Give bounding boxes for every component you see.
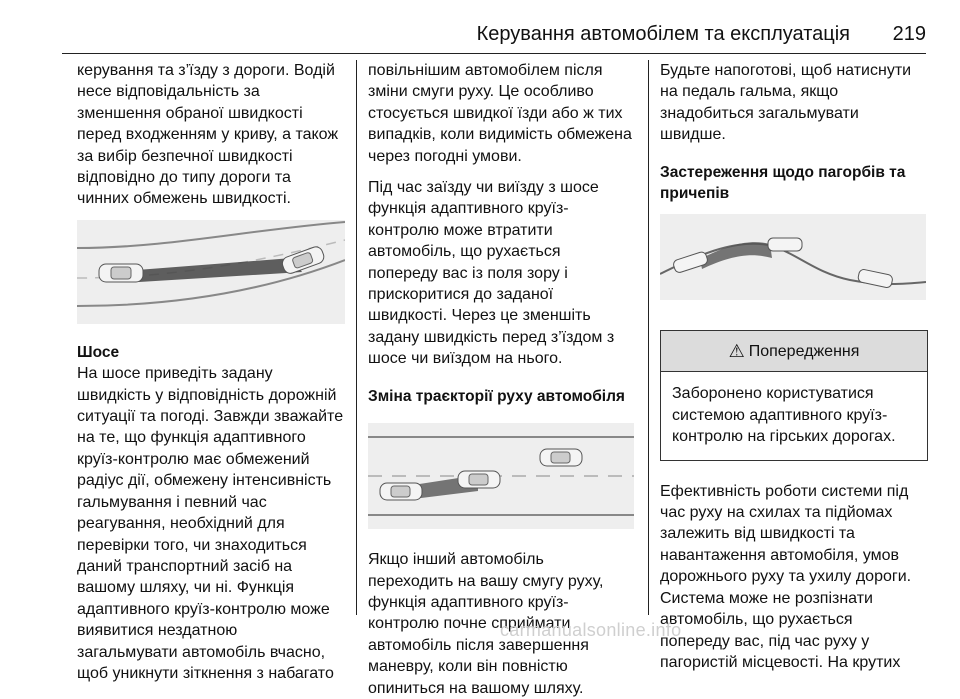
column-3: [660, 60, 928, 673]
page-number: 219: [892, 23, 926, 45]
text-line: стосується швидкої їзди або ж тих: [368, 104, 623, 122]
car-icon: [380, 483, 422, 500]
text-line: даний транспортний засіб на: [77, 557, 293, 575]
text-line: час руху на схилах та підйомах: [660, 504, 893, 522]
col1-paragraph-b: [77, 363, 345, 684]
text-line: знадобиться загальмувати: [660, 104, 859, 122]
text-line: попереду вас із поля зору і: [368, 264, 568, 282]
page-header: [62, 8, 926, 54]
text-line: зменшення обраної швидкості: [77, 104, 303, 122]
text-line: через погодні умови.: [368, 147, 522, 165]
text-line: перевірки того, чи знаходиться: [77, 536, 307, 554]
text-line: перед входженням у криву, а також: [77, 126, 339, 144]
text-line: на те, що функція адаптивного: [77, 429, 306, 447]
text-line: на педаль гальма, якщо: [660, 83, 839, 101]
text-line: системою адаптивного круїз-: [672, 406, 888, 424]
text-line: Система може не розпізнати: [660, 589, 873, 607]
warning-title: Попередження: [748, 342, 860, 360]
section-heading: причепів: [660, 185, 730, 203]
text-line: відповідно до типу дороги та: [77, 169, 291, 187]
text-line: пагористій місцевості. На крутих: [660, 653, 901, 671]
warning-header: [661, 331, 927, 372]
text-line: гальмування і певний час: [77, 493, 267, 511]
column-2: [368, 60, 636, 699]
warning-box: [660, 330, 928, 460]
text-line: залежить від швидкості та: [660, 525, 855, 543]
text-line: загальмувати автомобіль вчасно,: [77, 643, 326, 661]
text-line: радіус дії, обмежену інтенсивність: [77, 472, 332, 490]
text-line: чинних обмежень швидкості.: [77, 190, 291, 208]
text-line: На шосе приведіть задану: [77, 365, 273, 383]
text-line: попереду вас, під час руху у: [660, 632, 870, 650]
header-rule: [62, 53, 926, 54]
col2-paragraph-a: [368, 60, 636, 167]
text-line: швидкості. Через це зменшіть: [368, 307, 591, 325]
car-icon: [768, 238, 802, 251]
text-line: Ефективність роботи системи під: [660, 482, 909, 500]
text-line: швидше.: [660, 126, 726, 144]
text-line: випадків, коли видимість обмежена: [368, 126, 632, 144]
col3-paragraph-b: [660, 481, 928, 674]
text-line: маневру, коли він повністю: [368, 658, 568, 676]
text-line: задану швидкість перед з’їздом з: [368, 328, 615, 346]
column-divider: [648, 60, 649, 615]
col2-paragraph-b: [368, 177, 636, 370]
text-line: Якщо інший автомобіль: [368, 551, 544, 569]
text-line: прискоритися до заданої: [368, 286, 554, 304]
text-line: функція адаптивного круїз-: [368, 200, 569, 218]
text-line: швидкість у відповідність дорожній: [77, 386, 337, 404]
figure-lane-change: [368, 423, 634, 529]
text-line: Під час заїзду чи виїзду з шосе: [368, 179, 599, 197]
text-line: виявитися нездатною: [77, 622, 238, 640]
text-line: ситуації та погоді. Завжди зважайте: [77, 408, 344, 426]
text-line: реагування, необхідний для: [77, 515, 285, 533]
text-line: вашому шляху, чи ні. Функція: [77, 579, 295, 597]
text-line: шосе чи виїздом на нього.: [368, 350, 563, 368]
text-line: за вибір безпечної швидкості: [77, 147, 293, 165]
section-heading: Шосе: [77, 343, 120, 361]
text-line: опиниться на вашому шляху.: [368, 679, 584, 697]
figure-curve-road: [77, 220, 345, 324]
text-line: контролю почне сприймати: [368, 615, 571, 633]
text-line: дорожнього руху та ухилу дороги.: [660, 568, 912, 586]
car-icon: [99, 264, 143, 282]
text-line: функція адаптивного круїз-: [368, 593, 569, 611]
text-line: автомобіль, що рухається: [660, 611, 853, 629]
section-heading: Застереження щодо пагорбів та: [660, 163, 906, 181]
car-icon: [540, 449, 582, 466]
watermark: carmanualsonline.info: [500, 620, 682, 640]
car-icon: [458, 471, 500, 488]
text-line: контролю може втратити: [368, 221, 553, 239]
warning-triangle-icon: ⚠: [728, 340, 745, 361]
text-line: навантаження автомобіля, умов: [660, 546, 900, 564]
column-1: [77, 60, 345, 684]
text-line: Заборонено користуватися: [672, 385, 874, 403]
figure-hills: [660, 214, 926, 300]
text-line: круїз-контролю має обмежений: [77, 450, 310, 468]
text-line: несе відповідальність за: [77, 83, 260, 101]
col1-paragraph-a: [77, 60, 345, 210]
text-line: переходить на вашу смугу руху,: [368, 572, 604, 590]
section-heading: Зміна траєкторії руху автомобіля: [368, 387, 625, 405]
text-line: зміни смуги руху. Це особливо: [368, 83, 594, 101]
column-divider: [356, 60, 357, 615]
text-line: керування та з’їзду з дороги. Водій: [77, 62, 335, 79]
warning-body: [661, 372, 927, 459]
text-line: повільнішим автомобілем після: [368, 62, 603, 79]
text-line: Будьте напоготові, щоб натиснути: [660, 62, 912, 79]
text-line: автомобіль, що рухається: [368, 243, 561, 261]
col3-paragraph-a: [660, 60, 928, 146]
header-title: Керування автомобілем та експлуатація: [476, 23, 850, 45]
text-line: контролю на гірських дорогах.: [672, 428, 896, 446]
text-line: щоб уникнути зіткнення з набагато: [77, 664, 334, 682]
text-line: адаптивного круїз-контролю може: [77, 600, 330, 618]
text-line: автомобіль після завершення: [368, 636, 589, 654]
